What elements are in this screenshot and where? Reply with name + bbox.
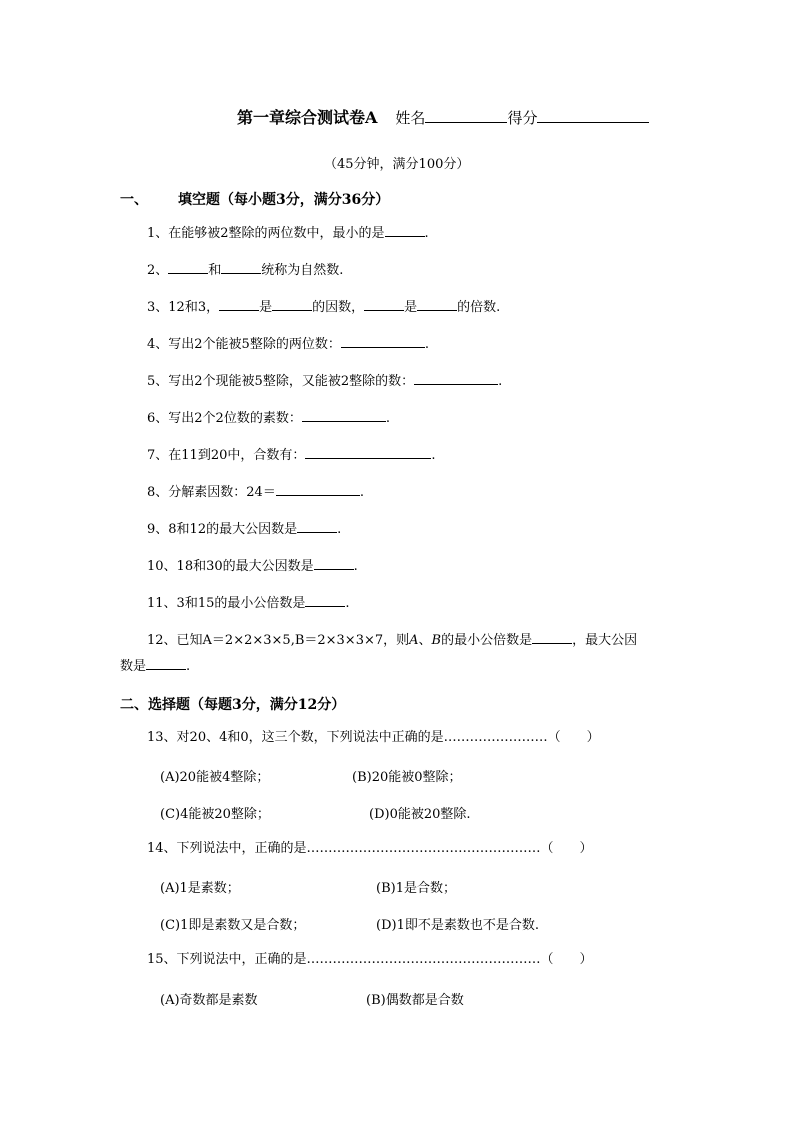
- name-label: 姓名: [395, 109, 426, 127]
- question-13: 13、对20、4和0，这三个数，下列说法中正确的是……………………（ ）: [147, 730, 600, 745]
- question-5: [147, 372, 502, 391]
- question-text: 、: [418, 633, 432, 648]
- answer-blank: [272, 298, 312, 311]
- question-end: .: [337, 522, 342, 537]
- answer-blank: [168, 261, 208, 274]
- question-text: 和: [208, 263, 222, 278]
- question-end: .: [431, 448, 436, 463]
- question-end: .: [359, 485, 364, 500]
- option-b: (B)20能被0整除；: [352, 770, 462, 785]
- question-4: [147, 335, 429, 354]
- question-text: 5、写出2个现能被5整除，又能被2整除的数：: [147, 374, 415, 389]
- question-7: [147, 446, 436, 465]
- answer-blank: [302, 409, 386, 422]
- question-text: 统称为自然数.: [261, 263, 344, 278]
- question-text: 数是: [120, 659, 147, 674]
- question-14: 14、下列说法中，正确的是………………………………………………（ ）: [147, 841, 593, 856]
- question-end: .: [353, 559, 358, 574]
- answer-blank: [314, 557, 354, 570]
- question-end: .: [424, 337, 429, 352]
- option-b: (B)偶数都是合数: [366, 993, 464, 1008]
- answer-blank: [305, 594, 345, 607]
- answer-blank: [297, 520, 337, 533]
- answer-blank: [385, 224, 425, 237]
- question-8: [147, 483, 364, 502]
- question-15: 15、下列说法中，正确的是………………………………………………（ ）: [147, 952, 593, 967]
- option-d: (D)1即不是素数也不是合数.: [376, 918, 539, 933]
- question-text: 7、在11到20中，合数有：: [147, 448, 306, 463]
- question-end: .: [345, 596, 350, 611]
- section2-heading: 二、选择题（每题3分，满分12分）: [120, 697, 346, 713]
- question-end: .: [498, 374, 503, 389]
- answer-blank: [305, 446, 431, 459]
- exam-header: [237, 108, 649, 128]
- option-a: (A)奇数都是素数: [160, 993, 258, 1008]
- question-text: 9、8和12的最大公因数是: [147, 522, 298, 537]
- question-text: 11、3和15的最小公倍数是: [147, 596, 306, 611]
- question-text: 4、写出2个能被5整除的两位数：: [147, 337, 341, 352]
- question-text: 10、18和30的最大公因数是: [147, 559, 314, 574]
- question-12: [147, 631, 637, 650]
- name-blank: [425, 108, 507, 123]
- question-12-continued: [120, 657, 190, 676]
- score-blank: [537, 108, 649, 123]
- question-6: [147, 409, 390, 428]
- question-text: ，最大公因: [572, 633, 638, 648]
- score-label: 得分: [507, 109, 538, 127]
- question-end: .: [186, 659, 191, 674]
- answer-blank: [276, 483, 360, 496]
- question-text: 1、在能够被2整除的两位数中，最小的是: [147, 226, 385, 241]
- question-text: 6、写出2个2位数的素数：: [147, 411, 302, 426]
- question-11: [147, 594, 350, 613]
- question-text: 2、: [147, 263, 169, 278]
- question-9: [147, 520, 341, 539]
- question-text: 3、12和3，: [147, 300, 220, 315]
- section1-heading: [120, 189, 389, 209]
- section1-title: 填空题（每小题3分，满分36分）: [178, 192, 390, 208]
- variable-a: A: [409, 633, 419, 648]
- answer-blank: [219, 298, 259, 311]
- variable-b: B: [431, 633, 442, 648]
- answer-blank: [364, 298, 404, 311]
- answer-blank: [341, 335, 425, 348]
- option-c: (C)4能被20整除；: [160, 807, 270, 822]
- answer-blank: [532, 631, 572, 644]
- question-text: 的倍数.: [457, 300, 501, 315]
- question-text: 8、分解素因数：24＝: [147, 485, 276, 500]
- option-a: (A)20能被4整除；: [160, 770, 270, 785]
- question-text: 是: [404, 300, 418, 315]
- option-d: (D)0能被20整除.: [369, 807, 471, 822]
- option-a: (A)1是素数；: [160, 881, 240, 896]
- exam-title: 第一章综合测试卷A: [237, 108, 378, 127]
- answer-blank: [146, 657, 186, 670]
- section1-number: 一、: [120, 192, 148, 208]
- answer-blank: [414, 372, 498, 385]
- question-3: [147, 298, 500, 317]
- question-text: 12、已知A＝2×2×3×5,B＝2×3×3×7，则: [147, 633, 410, 648]
- question-2: [147, 261, 343, 280]
- question-text: 的因数，: [312, 300, 365, 315]
- exam-subtitle: （45分钟，满分100分）: [324, 157, 470, 172]
- question-text: 的最小公倍数是: [441, 633, 533, 648]
- option-c: (C)1即是素数又是合数；: [160, 918, 306, 933]
- question-1: [147, 224, 429, 243]
- question-end: .: [385, 411, 390, 426]
- answer-blank: [417, 298, 457, 311]
- question-text: 是: [259, 300, 273, 315]
- option-b: (B)1是合数；: [376, 881, 456, 896]
- question-end: .: [424, 226, 429, 241]
- answer-blank: [221, 261, 261, 274]
- question-10: [147, 557, 358, 576]
